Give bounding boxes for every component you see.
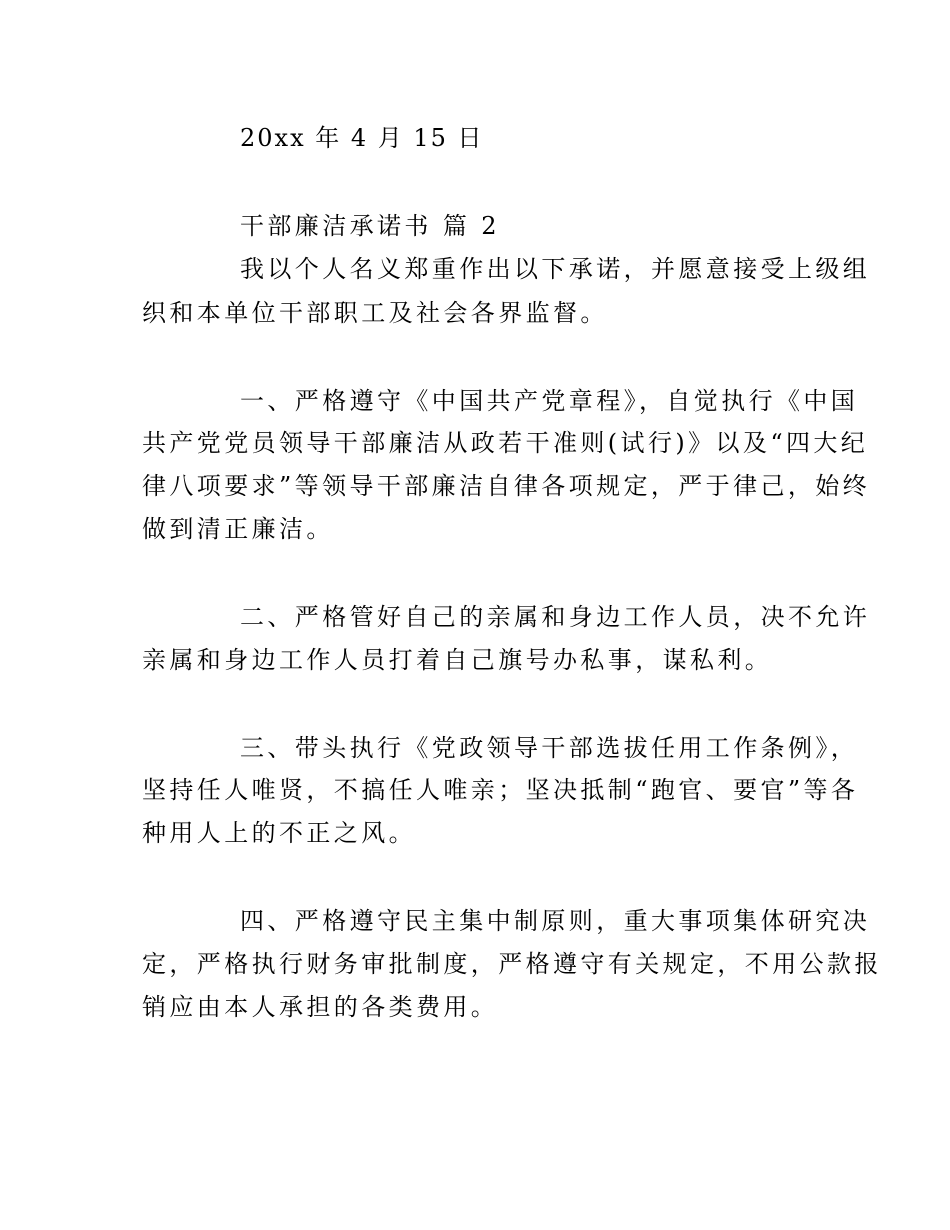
paragraph2-line-2: 亲属和身边工作人员打着自己旗号办私事，谋私利。 — [142, 646, 773, 674]
paragraph1-line-1: 一、严格遵守《中国共产党章程》，自觉执行《中国 — [240, 387, 859, 415]
intro-line-2: 织和本单位干部职工及社会各界监督。 — [142, 299, 608, 327]
paragraph4-line-1: 四、严格遵守民主集中制原则，重大事项集体研究决 — [240, 907, 871, 935]
paragraph3-line-1: 三、带头执行《党政领导干部选拔任用工作条例》， — [240, 734, 859, 762]
intro-line-1: 我以个人名义郑重作出以下承诺，并愿意接受上级组 — [240, 255, 871, 283]
document-date: 20xx 年 4 月 15 日 — [240, 124, 484, 152]
paragraph1-line-4: 做到清正廉洁。 — [142, 515, 334, 543]
paragraph3-line-2: 坚持任人唯贤，不搞任人唯亲；坚决抵制“跑官、要官”等各 — [142, 776, 859, 804]
paragraph3-line-3: 种用人上的不正之风。 — [142, 819, 416, 847]
paragraph4-line-3: 销应由本人承担的各类费用。 — [142, 993, 499, 1021]
paragraph1-line-3: 律八项要求”等领导干部廉洁自律各项规定，严于律己，始终 — [142, 472, 871, 500]
paragraph1-line-2: 共产党党员领导干部廉洁从政若干准则(试行)》以及“四大纪 — [142, 429, 869, 457]
paragraph4-line-2: 定，严格执行财务审批制度，严格遵守有关规定，不用公款报 — [142, 950, 882, 978]
paragraph2-line-1: 二、严格管好自己的亲属和身边工作人员，决不允许 — [240, 603, 871, 631]
document-heading: 干部廉洁承诺书 篇 2 — [240, 212, 500, 240]
